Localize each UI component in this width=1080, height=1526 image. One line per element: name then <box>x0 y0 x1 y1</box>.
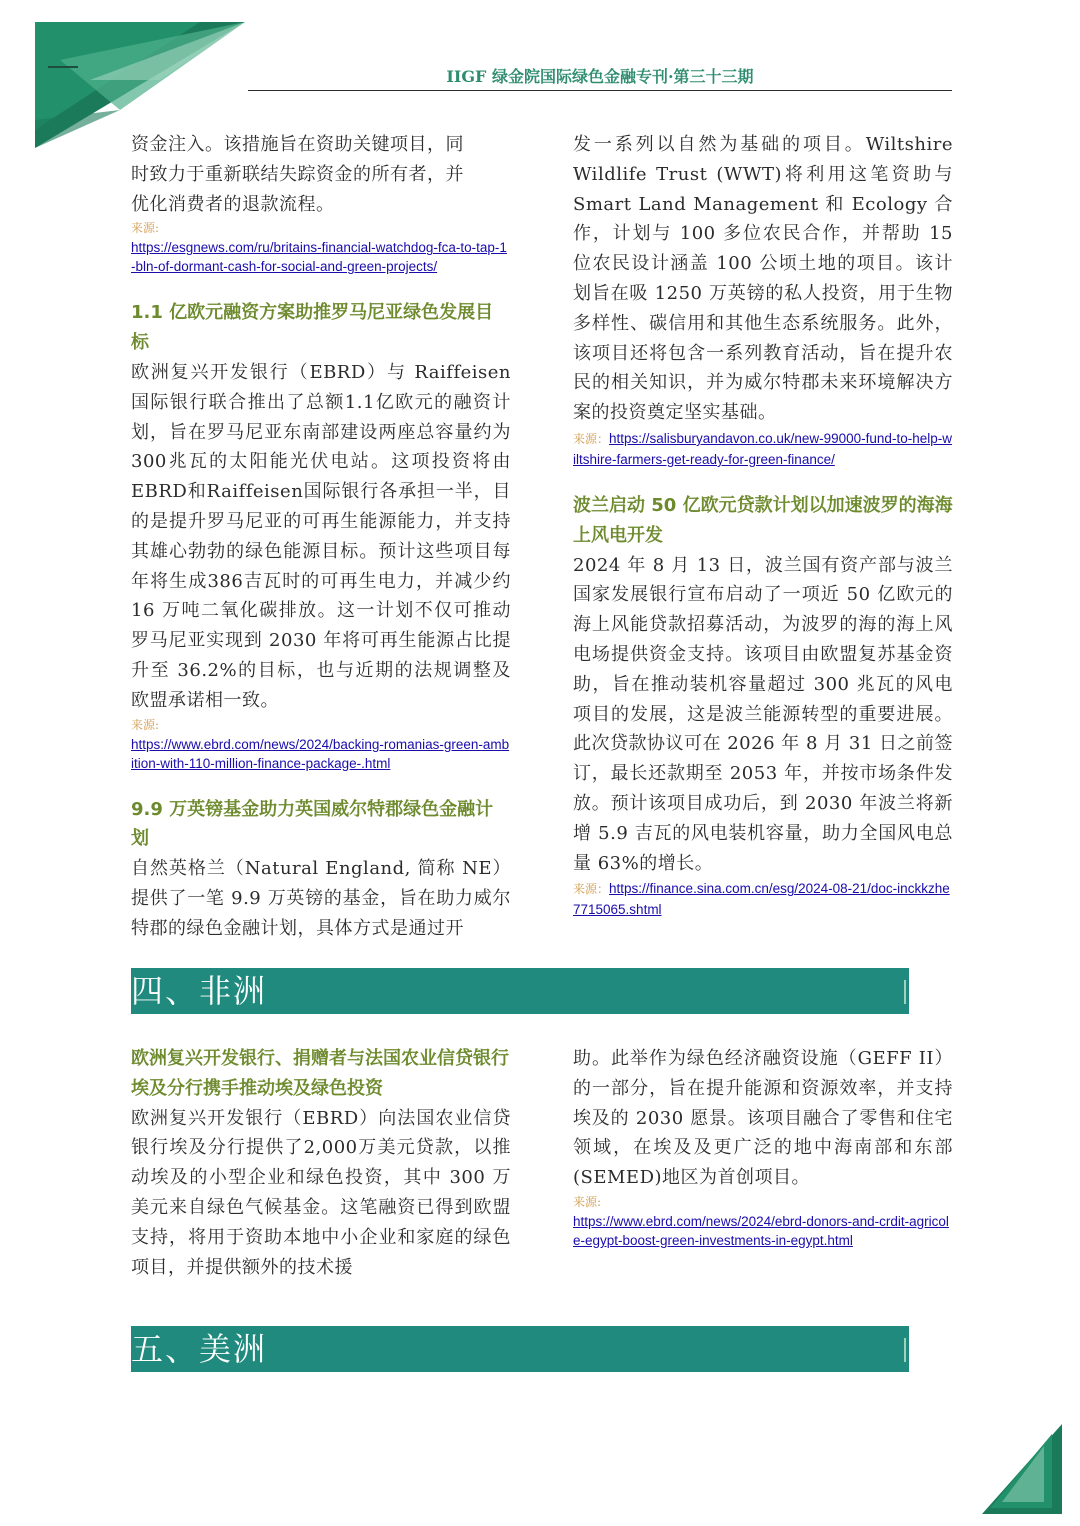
right-column <box>573 130 953 919</box>
section4-left-column <box>131 1044 511 1282</box>
intro-line-1: 资金注入。该措施旨在资助关键项目，同 <box>131 134 464 155</box>
source-block <box>573 878 953 919</box>
header-rule <box>248 90 952 91</box>
article-title: 9.9 万英镑基金助力英国威尔特郡绿色金融计划 <box>131 798 494 850</box>
intro-line-3: 优化消费者的退款流程。 <box>131 193 335 215</box>
section-bar-americas <box>131 1326 909 1372</box>
source-label: 来源： <box>573 882 610 897</box>
left-column <box>131 130 511 944</box>
source-link[interactable]: https://www.ebrd.com/news/2024/ebrd-donors-and-crdit-agricole-egypt-boost-green-investments-in-egypt.html <box>573 1213 949 1248</box>
source-block <box>573 428 953 469</box>
article-body-continued: 助。此举作为绿色经济融资设施（GEFF II）的一部分，旨在提升能源和资源效率，并支持埃及的 2030 愿景。该项目融合了零售和住宅领域，在埃及及更广泛的地中海南部和东部(SEMED)地区为首创项目。 <box>573 1048 953 1189</box>
section-title: 五、美洲 <box>131 1330 268 1368</box>
corner-decoration-bottom-right <box>982 1424 1062 1514</box>
article-title: 欧洲复兴开发银行、捐赠者与法国农业信贷银行埃及分行携手推动埃及绿色投资 <box>131 1048 509 1099</box>
intro-line-2: 时致力于重新联结失踪资金的所有者，并 <box>131 163 464 185</box>
section-bar-africa <box>131 968 909 1014</box>
section4-right-column <box>573 1044 953 1250</box>
article-body: 欧洲复兴开发银行（EBRD）向法国农业信贷银行埃及分行提供了2,000万美元贷款，以推动埃及的小型企业和绿色投资，其中 300 万美元来自绿色气候基金。这笔融资已得到欧盟支持，将用于资助本地中小企业和家庭的绿色项目，并提供额外的技术援 <box>131 1107 511 1278</box>
source-link[interactable]: https://finance.sina.com.cn/esg/2024-08-21/doc-inckkzhe7715065.shtml <box>573 881 950 918</box>
source-label: 来源： <box>573 431 610 446</box>
article-body: 欧洲复兴开发银行（EBRD）与 Raiffeisen 国际银行联合推出了总额1.1亿欧元的融资计划，旨在罗马尼亚东南部建设两座总容量约为300兆瓦的太阳能光伏电站。这项投资将由EBRD和Raiffeisen国际银行各承担一半，目的是提升罗马尼亚的可再生能源能力，并支持其雄心勃勃的绿色能源目标。预计这些项目每年将生成386吉瓦时的可再生电力，并减少约 16 万吨二氧化碳排放。这一计划不仅可推动罗马尼亚实现到 2030 年将可再生能源占比提升至 36.2%的目标，也与近期的法规调整及欧盟承诺相一致。 <box>131 361 511 711</box>
page-header-title: IIGF 绿金院国际绿色金融专刊·第三十三期 <box>446 67 754 86</box>
article-title: 波兰启动 50 亿欧元贷款计划以加速波罗的海海上风电开发 <box>573 494 953 546</box>
section-bar-tick <box>904 1338 906 1362</box>
corner-decoration-top-left <box>0 0 250 150</box>
section-bar-tick <box>904 980 906 1004</box>
article-title: 1.1 亿欧元融资方案助推罗马尼亚绿色发展目标 <box>131 302 494 354</box>
article-body: 自然英格兰（Natural England, 简称 NE）提供了一笔 9.9 万英镑的基金，旨在助力威尔特郡的绿色金融计划，具体方式是通过开 <box>131 858 511 939</box>
source-link[interactable]: https://esgnews.com/ru/britains-financial-watchdog-fca-to-tap-1-bln-of-dormant-cash-for-social-and-green-projects/ <box>131 240 507 275</box>
source-label: 来源: <box>573 1194 602 1209</box>
section-title: 四、非洲 <box>131 972 268 1010</box>
source-label: 来源: <box>131 717 160 732</box>
source-label: 来源: <box>131 221 160 236</box>
source-link[interactable]: https://www.ebrd.com/news/2024/backing-romanias-green-ambition-with-110-million-finance-package-.html <box>131 736 510 771</box>
article-body-continued: 发一系列以自然为基础的项目。Wiltshire Wildlife Trust (WWT)将利用这笔资助与 Smart Land Management 和 Ecology 合作，计划与 100 多位农民合作，并帮助 15 位农民设计涵盖 100 公顷土地的项目。该计划旨在吸 1250 万英镑的私人投资，用于生物多样性、碳信用和其他生态系统服务。此外，该项目还将包含一系列教育活动，旨在提升农民的相关知识，并为威尔特郡未来环境解决方案的投资奠定坚实基础。 <box>573 134 953 424</box>
header-mark <box>48 66 78 68</box>
article-body: 2024 年 8 月 13 日，波兰国有资产部与波兰国家发展银行宣布启动了一项近 50 亿欧元的海上风能贷款招募活动，为波罗的海的海上风电场提供资金支持。该项目由欧盟复苏基金资助，旨在推动装机容量超过 300 兆瓦的风电项目的发展，这是波兰能源转型的重要进展。此次贷款协议可在 2026 年 8 月 31 日之前签订，最长还款期至 2053 年，并按市场条件发放。预计该项目成功后，到 2030 年波兰将新增 5.9 吉瓦的风电装机容量，助力全国风电总量 63%的增长。 <box>573 554 953 874</box>
source-link[interactable]: https://salisburyandavon.co.uk/new-99000-fund-to-help-wiltshire-farmers-get-ready-for-green-finance/ <box>573 430 952 467</box>
